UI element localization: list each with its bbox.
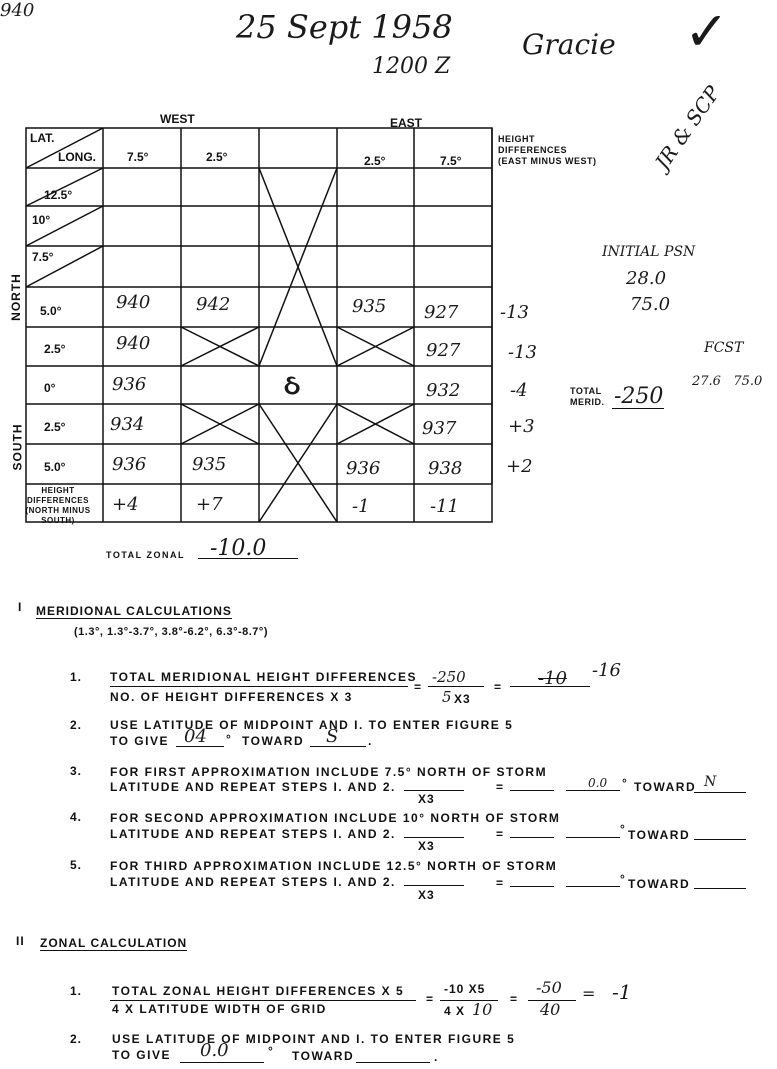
date-handwritten: 25 Sept 1958	[236, 8, 453, 46]
cell-value: -13	[508, 342, 537, 363]
lat-row-label: 5.0°	[44, 460, 66, 474]
cell-value: 938	[428, 458, 463, 479]
cell-value: 940	[0, 0, 35, 21]
step-line: TOTAL MERIDIONAL HEIGHT DIFFERENCES	[110, 670, 417, 684]
total-zonal-value: -10.0	[210, 536, 267, 561]
result-value: -16	[592, 660, 621, 681]
result-value: -1	[612, 980, 632, 1004]
cell-value: 934	[110, 414, 145, 435]
direction-value: S	[326, 726, 339, 747]
step-line: FOR FIRST APPROXIMATION INCLUDE 7.5° NORTH OF STORM	[110, 765, 548, 779]
step-number: 2.	[70, 1032, 83, 1046]
lat-row-label: 2.5°	[44, 420, 66, 434]
result-den: 40	[540, 1000, 561, 1019]
total-merid-label: TOTAL MERID.	[570, 386, 605, 407]
analyst-name: Gracie	[522, 28, 616, 61]
step-line: TO GIVE	[112, 1048, 171, 1062]
step-line: TOTAL ZONAL HEIGHT DIFFERENCES X 5	[112, 984, 405, 998]
fraction-den: X3	[418, 888, 435, 902]
result-struck: -10	[538, 668, 567, 689]
step-number: 4.	[70, 810, 83, 824]
initial-psn-label: INITIAL PSN	[602, 244, 696, 260]
deg-value: 04	[184, 726, 207, 747]
cell-value: 932	[426, 380, 461, 401]
meridional-numeral: I	[18, 600, 23, 614]
direction-value: N	[704, 774, 717, 790]
cell-value: +3	[508, 416, 535, 437]
fcst-value: 27.6 75.0	[692, 374, 763, 389]
deg-value: 0.0	[588, 776, 608, 790]
check-mark-icon: ✓	[684, 0, 730, 63]
fcst-label: FCST	[704, 340, 744, 356]
total-zonal-label: TOTAL ZONAL	[106, 550, 185, 560]
cell-value: 927	[426, 340, 461, 361]
cell-value: 935	[352, 296, 387, 317]
cell-value: 927	[424, 302, 459, 323]
meridional-title: MERIDIONAL CALCULATIONS	[36, 604, 232, 618]
time-handwritten: 1200 Z	[372, 54, 451, 79]
cell-value: 935	[192, 454, 227, 475]
zonal-numeral: II	[16, 934, 25, 948]
fraction-den: X3	[418, 839, 435, 853]
step-line: USE LATITUDE OF MIDPOINT AND I. TO ENTER FIGURE 5	[110, 718, 514, 732]
deg-value: 0.0	[200, 1040, 229, 1061]
long-header-w25: 2.5°	[206, 150, 228, 164]
cell-value: 936	[112, 374, 147, 395]
ew-diff-header: HEIGHT DIFFERENCES (EAST MINUS WEST)	[498, 134, 597, 166]
meridional-subtitle: (1.3°, 1.3°-3.7°, 3.8°-6.2°, 6.3°-8.7°)	[74, 626, 268, 638]
step-line: 4 X LATITUDE WIDTH OF GRID	[112, 1002, 327, 1016]
lat-row-label: 7.5°	[32, 250, 54, 264]
initial-lon: 75.0	[630, 294, 671, 315]
ns-diff-value: +4	[112, 494, 139, 515]
total-merid-value: -250	[614, 384, 664, 409]
toward-label: TOWARD	[292, 1049, 355, 1063]
step-line: LATITUDE AND REPEAT STEPS I. AND 2.	[110, 875, 396, 889]
east-label: EAST	[390, 116, 423, 130]
toward-label: TOWARD	[628, 877, 691, 891]
long-header-e75: 7.5°	[440, 154, 462, 168]
lat-row-label: 2.5°	[44, 342, 66, 356]
long-header: LONG.	[58, 150, 96, 164]
ns-diff-header: HEIGHT DIFFERENCES (NORTH MINUS SOUTH)	[25, 486, 91, 525]
toward-label: TOWARD	[634, 780, 697, 794]
toward-label: TOWARD	[242, 734, 305, 748]
long-header-w75: 7.5°	[127, 150, 149, 164]
step-line: FOR THIRD APPROXIMATION INCLUDE 12.5° NORTH OF STORM	[110, 859, 558, 873]
cell-value: 936	[346, 458, 381, 479]
step-line: TO GIVE	[110, 734, 169, 748]
step-number: 1.	[70, 670, 83, 684]
storm-symbol-icon: ઠ	[284, 368, 301, 401]
step-line: NO. OF HEIGHT DIFFERENCES X 3	[110, 690, 353, 704]
step-line: LATITUDE AND REPEAT STEPS I. AND 2.	[110, 780, 396, 794]
long-header-e25: 2.5°	[364, 154, 386, 168]
west-label: WEST	[160, 112, 195, 126]
step-number: 2.	[70, 718, 83, 732]
fraction-den: 10	[472, 1000, 493, 1019]
cell-value: 940	[116, 292, 151, 313]
cell-value: -4	[510, 380, 528, 401]
lat-row-label: 0°	[44, 381, 56, 395]
cell-value: 936	[112, 454, 147, 475]
initial-lat: 28.0	[626, 268, 667, 289]
cell-value: -13	[500, 302, 529, 323]
step-number: 1.	[70, 984, 83, 998]
fraction-num: -250	[432, 668, 466, 686]
step-number: 5.	[70, 858, 83, 872]
fraction-den-prefix: 4 X	[444, 1004, 466, 1018]
fraction-den-suffix: X3	[454, 692, 471, 706]
fraction-den: 5	[442, 688, 452, 706]
north-label: NORTH	[8, 273, 23, 321]
lat-header: LAT.	[30, 131, 55, 145]
step-line: FOR SECOND APPROXIMATION INCLUDE 10° NORTH OF STORM	[110, 811, 561, 825]
south-label: SOUTH	[10, 423, 25, 471]
step-number: 3.	[70, 764, 83, 778]
ns-diff-value: -11	[430, 496, 459, 517]
zonal-title: ZONAL CALCULATION	[40, 936, 188, 950]
cell-value: +2	[506, 456, 533, 477]
lat-row-label: 12.5°	[44, 188, 73, 202]
result-num: -50	[536, 978, 562, 997]
cell-value: 942	[196, 294, 231, 315]
initials-note: JR & SCP	[650, 81, 725, 174]
lat-row-label: 10°	[32, 213, 51, 227]
toward-label: TOWARD	[628, 828, 691, 842]
step-line: USE LATITUDE OF MIDPOINT AND I. TO ENTER FIGURE 5	[112, 1032, 516, 1046]
cell-value: 937	[422, 418, 457, 439]
cell-value: 940	[116, 333, 151, 354]
fraction-num: -10 X5	[444, 982, 486, 996]
ns-diff-value: +7	[196, 494, 223, 515]
step-line: LATITUDE AND REPEAT STEPS I. AND 2.	[110, 827, 396, 841]
lat-row-label: 5.0°	[40, 304, 62, 318]
ns-diff-value: -1	[352, 496, 370, 517]
fraction-den: X3	[418, 792, 435, 806]
